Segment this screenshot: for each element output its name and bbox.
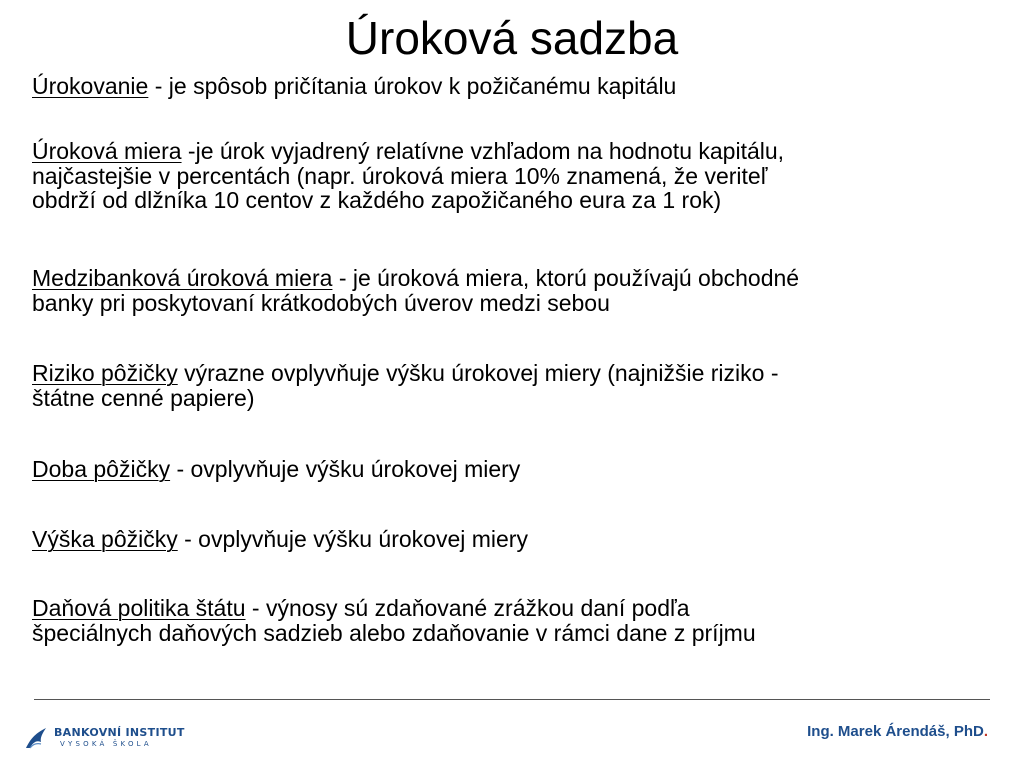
definition-line: najčastejšie v percentách (napr. úroková miera 10% znamená, že veriteľ: [32, 162, 768, 189]
definition-line: - výnosy sú zdaňované zrážkou daní podľa: [245, 595, 690, 621]
slide-title: Úroková sadzba: [345, 12, 679, 64]
definition-line: -je úrok vyjadrený relatívne vzhľadom na hodnotu kapitálu,: [181, 138, 785, 164]
bird-logo-icon: [24, 726, 50, 750]
logo-subtitle: VYSOKÁ ŠKOLA: [60, 740, 152, 748]
definition-line: štátne cenné papiere): [32, 384, 255, 411]
definition-line: - je úroková miera, ktorú používajú obchodné: [332, 265, 800, 291]
paragraph-vyska-pozicky: [32, 527, 528, 552]
definition-line: banky pri poskytovaní krátkodobých úverov medzi sebou: [32, 289, 610, 316]
term-medzibankova-urokova-miera: Medzibanková úroková miera: [32, 265, 333, 291]
definition-line: špeciálnych daňových sadzieb alebo zdaňovanie v rámci dane z príjmu: [32, 619, 756, 646]
term-danova-politika-statu: Daňová politika štátu: [32, 595, 246, 621]
author-dot: .: [983, 723, 988, 740]
paragraph-urokovanie: [32, 74, 676, 99]
term-doba-pozicky: Doba pôžičky: [32, 456, 171, 482]
footer-divider: [34, 699, 990, 700]
definition-line: výrazne ovplyvňuje výšku úrokovej miery (najnižšie riziko -: [177, 360, 779, 386]
definition-line: obdrží od dlžníka 10 centov z každého zapožičaného eura za 1 rok): [32, 187, 722, 213]
paragraph-urokova-miera: [32, 139, 784, 213]
author-name: Ing. Marek Árendáš, PhD: [807, 723, 984, 740]
term-riziko-pozicky: Riziko pôžičky: [32, 360, 178, 386]
logo-name: BANKOVNÍ INSTITUT: [54, 726, 185, 739]
paragraph-doba-pozicky: [32, 457, 520, 482]
definition-line: - ovplyvňuje výšku úrokovej miery: [177, 526, 528, 552]
paragraph-riziko-pozicky: [32, 361, 778, 410]
paragraph-medzibankova-urokova-miera: [32, 266, 799, 315]
term-vyska-pozicky: Výška pôžičky: [32, 526, 178, 552]
paragraph-danova-politika-statu: [32, 596, 756, 645]
term-urokova-miera: Úroková miera: [32, 138, 182, 164]
definition-line: - je spôsob pričítania úrokov k požičanému kapitálu: [148, 73, 677, 99]
bankovni-institut-logo: [24, 722, 184, 752]
definition-line: - ovplyvňuje výšku úrokovej miery: [170, 456, 521, 482]
term-urokovanie: Úrokovanie: [32, 73, 149, 99]
author-credit: [807, 723, 988, 740]
